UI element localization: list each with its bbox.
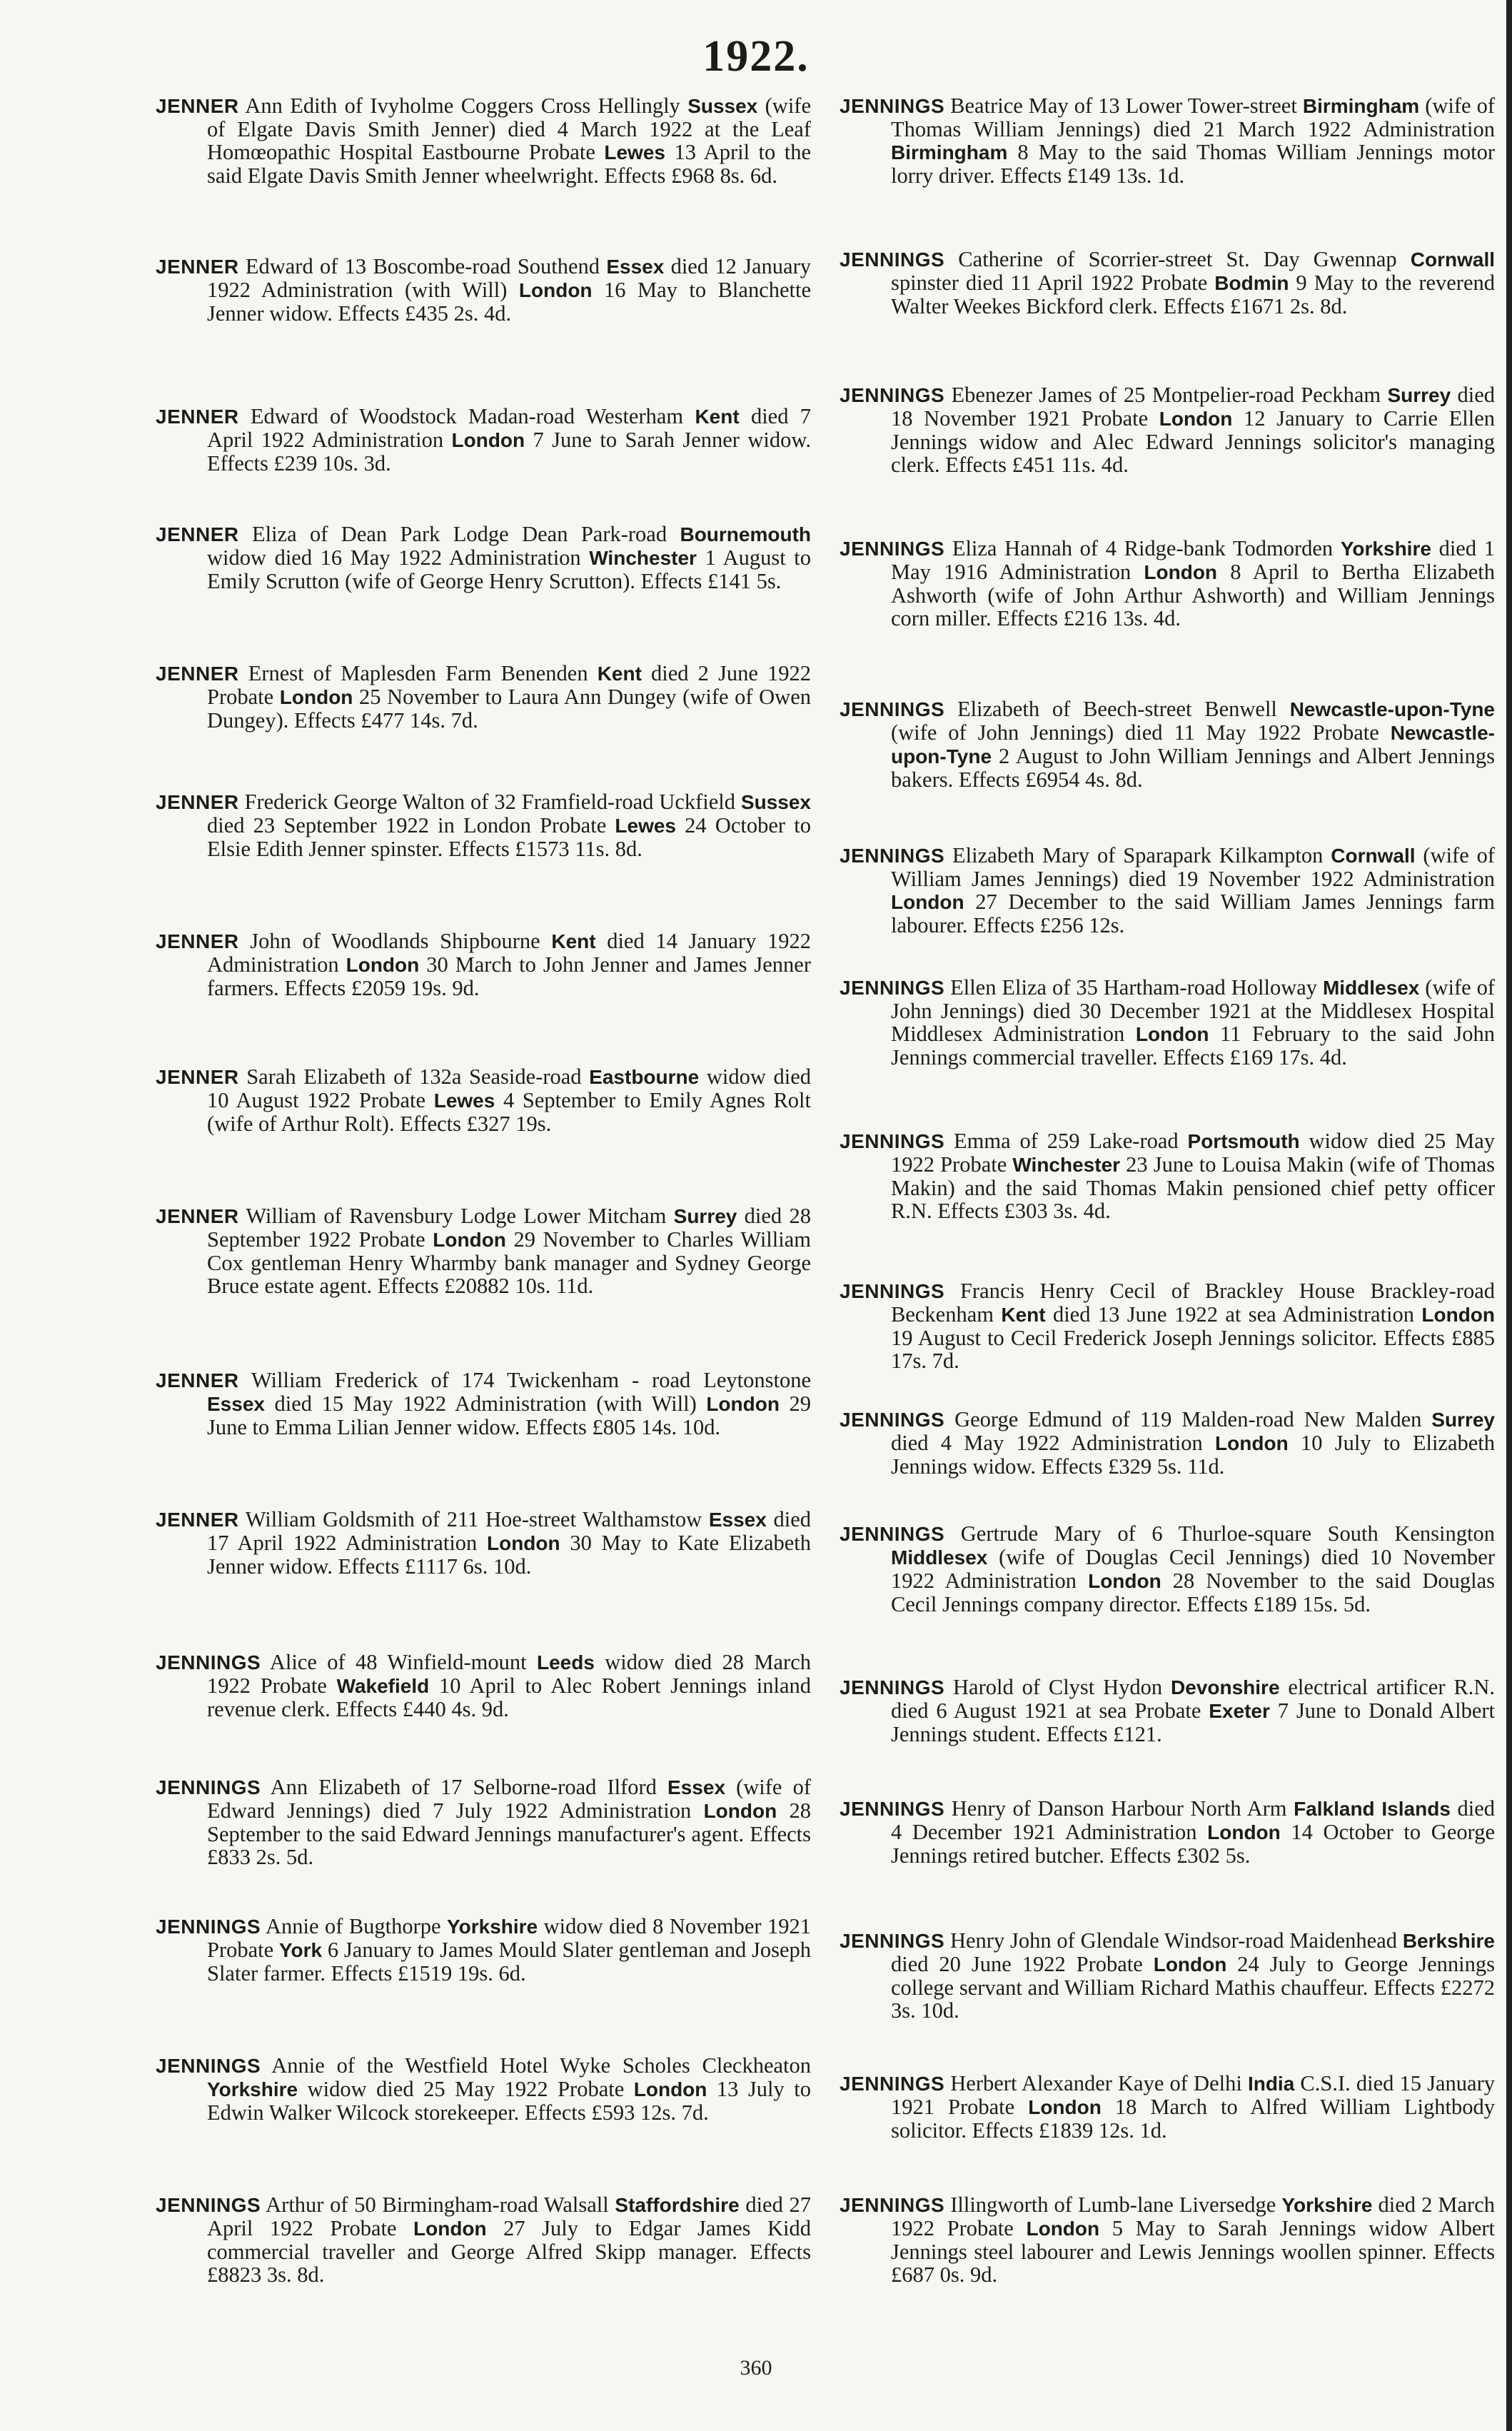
entry-text: William of Ravensbury Lodge Lower Mitcham bbox=[238, 1204, 674, 1228]
entry-place-bold: Devonshire bbox=[1171, 1676, 1280, 1698]
entry-place-bold: London bbox=[1088, 1570, 1161, 1592]
entry-text: died 4 May 1922 Administration bbox=[891, 1431, 1216, 1455]
entry-surname: JENNER bbox=[156, 523, 239, 545]
entry-text: Ernest of Maplesden Farm Benenden bbox=[238, 661, 598, 685]
entry-place-bold: Cornwall bbox=[1331, 845, 1416, 867]
probate-entry bbox=[156, 2054, 811, 2124]
entry-surname: JENNER bbox=[156, 663, 239, 685]
probate-entry bbox=[156, 405, 811, 475]
entry-place-bold: Newcastle-upon-Tyne bbox=[891, 722, 1495, 767]
entry-place-bold: Essex bbox=[606, 256, 665, 278]
entry-text: died 2 March 1922 Probate bbox=[891, 2193, 1495, 2240]
entry-text: 24 October to Elsie Edith Jenner spinster. Effects £1573 11s. 8d. bbox=[207, 813, 811, 861]
entry-text: died 1 May 1916 Administration bbox=[891, 536, 1495, 584]
entry-text: died 15 May 1922 Administration (with Will) bbox=[264, 1391, 707, 1416]
entry-text: died 4 December 1921 Administration bbox=[891, 1796, 1495, 1844]
entry-surname: JENNINGS bbox=[840, 1280, 945, 1302]
entry-text: 9 May to the reverend Walter Weekes Bickford clerk. Effects £1671 2s. 8d. bbox=[891, 271, 1495, 318]
probate-entry bbox=[156, 2193, 811, 2286]
entry-surname: JENNINGS bbox=[840, 1409, 945, 1431]
entry-text: died 12 January 1922 Administration (with Will) bbox=[207, 254, 811, 302]
entry-place-bold: London bbox=[1421, 1304, 1496, 1326]
entry-place-bold: London bbox=[1135, 1023, 1209, 1045]
entry-surname: JENNINGS bbox=[840, 977, 945, 999]
entry-text: Annie of Bugthorpe bbox=[261, 1914, 448, 1938]
page-year-heading: 1922. bbox=[702, 32, 810, 81]
entry-text: 27 July to Edgar James Kidd commercial traveller and George Alfred Skipp manager. Effects £8823 3s. 8d. bbox=[207, 2216, 811, 2287]
entry-place-bold: Lewes bbox=[615, 815, 677, 837]
probate-entry bbox=[840, 698, 1495, 791]
entry-place-bold: London bbox=[487, 1532, 560, 1554]
entry-text: died 28 September 1922 Probate bbox=[207, 1204, 811, 1252]
entry-place-bold: Kent bbox=[695, 406, 740, 428]
entry-text: widow died 16 May 1922 Administration bbox=[207, 545, 590, 570]
entry-text: died 27 April 1922 Probate bbox=[207, 2193, 812, 2240]
entry-text: (wife of William James Jennings) died 19 November 1922 Administration bbox=[891, 843, 1496, 891]
entry-text: 12 January to Carrie Ellen Jennings widow and Alec Edward Jennings solicitor's managing clerk. Effects £451 11s. 4d. bbox=[891, 406, 1495, 477]
entry-text: widow died 10 August 1922 Probate bbox=[207, 1064, 811, 1112]
entry-place-bold: London bbox=[1026, 2218, 1100, 2240]
probate-entry bbox=[840, 1522, 1495, 1616]
entry-text: 2 August to John William Jennings and Albert Jennings bakers. Effects £6954 4s. 8d. bbox=[891, 744, 1495, 792]
probate-entry bbox=[156, 1651, 811, 1721]
entry-text: (wife of Edward Jennings) died 7 July 1922 Administration bbox=[207, 1775, 811, 1823]
entry-place-bold: London bbox=[279, 686, 353, 708]
entry-text: William Frederick of 174 Twickenham - road Leytonstone bbox=[238, 1368, 811, 1392]
entry-surname: JENNINGS bbox=[840, 538, 945, 560]
entry-place-bold: London bbox=[451, 429, 525, 451]
probate-entry bbox=[156, 1776, 811, 1868]
probate-entry bbox=[840, 1129, 1495, 1222]
entry-surname: JENNER bbox=[156, 1509, 239, 1531]
entry-place-bold: London bbox=[518, 279, 593, 301]
entry-text: widow died 25 May 1922 Probate bbox=[298, 2077, 634, 2101]
entry-place-bold: London bbox=[346, 954, 420, 976]
entry-place-bold: Winchester bbox=[1012, 1154, 1121, 1176]
entry-text: died 14 January 1922 Administration bbox=[207, 929, 811, 977]
entry-surname: JENNINGS bbox=[840, 384, 945, 406]
entry-surname: JENNINGS bbox=[840, 2073, 945, 2095]
entry-place-bold: India bbox=[1247, 2073, 1295, 2095]
entry-text: 19 August to Cecil Frederick Joseph Jennings solicitor. Effects £885 17s. 7d. bbox=[891, 1326, 1495, 1373]
probate-entry bbox=[840, 248, 1495, 318]
entry-place-bold: London bbox=[1144, 561, 1218, 583]
entry-text: died 18 November 1921 Probate bbox=[891, 383, 1495, 431]
entry-text: 10 April to Alec Robert Jennings inland revenue clerk. Effects £440 4s. 9d. bbox=[207, 1673, 811, 1721]
entry-place-bold: Winchester bbox=[589, 547, 697, 569]
entry-text: Ann Edith of Ivyholme Coggers Cross Hellingly bbox=[238, 94, 688, 118]
probate-entry bbox=[840, 844, 1495, 937]
probate-entry bbox=[156, 1508, 811, 1578]
entry-place-bold: Lewes bbox=[433, 1089, 495, 1112]
entry-place-bold: Middlesex bbox=[1322, 977, 1420, 999]
entry-place-bold: Birmingham bbox=[1302, 95, 1420, 117]
entry-place-bold: Leeds bbox=[536, 1651, 595, 1673]
probate-entry bbox=[156, 1065, 811, 1135]
probate-entry bbox=[840, 1279, 1495, 1372]
probate-entry bbox=[156, 1369, 811, 1439]
entry-place-bold: London bbox=[1159, 408, 1233, 430]
page-edge-border bbox=[1506, 0, 1512, 2431]
entry-text: spinster died 11 April 1922 Probate bbox=[891, 271, 1215, 295]
entry-text: 27 December to the said William James Jennings farm labourer. Effects £256 12s. bbox=[891, 890, 1495, 937]
probate-entry bbox=[840, 383, 1495, 476]
entry-place-bold: Berkshire bbox=[1402, 1930, 1495, 1952]
entry-text: (wife of John Jennings) died 30 December 1921 at the Middlesex Hospital Middlesex Administration bbox=[891, 975, 1495, 1046]
entry-surname: JENNER bbox=[156, 406, 239, 428]
entry-text: 29 November to Charles William Cox gentleman Henry Wharmby bank manager and Sydney George Bruce estate agent. Effects £20882 10s. 11d. bbox=[207, 1227, 811, 1298]
entry-place-bold: Bodmin bbox=[1214, 272, 1289, 294]
page-number: 360 bbox=[740, 2356, 772, 2380]
entry-place-bold: Surrey bbox=[1431, 1409, 1495, 1431]
entry-place-bold: Cornwall bbox=[1410, 248, 1495, 271]
entry-surname: JENNER bbox=[156, 791, 239, 813]
entry-place-bold: Falkland Islands bbox=[1294, 1798, 1451, 1820]
entry-place-bold: Kent bbox=[597, 663, 642, 685]
entry-place-bold: Birmingham bbox=[891, 141, 1008, 163]
entry-text: Gertrude Mary of 6 Thurloe-square South Kensington bbox=[944, 1521, 1495, 1546]
probate-entry bbox=[840, 2193, 1495, 2286]
entry-surname: JENNINGS bbox=[840, 1523, 945, 1545]
entry-surname: JENNINGS bbox=[156, 1651, 261, 1673]
probate-entry bbox=[840, 976, 1495, 1069]
entry-place-bold: London bbox=[633, 2078, 707, 2100]
entry-place-bold: London bbox=[1153, 1953, 1227, 1975]
entry-text: Harold of Clyst Hydon bbox=[944, 1675, 1171, 1699]
entry-text: Catherine of Scorrier-street St. Day Gwennap bbox=[944, 247, 1411, 271]
entry-surname: JENNINGS bbox=[156, 2055, 261, 2077]
entry-text: died 7 April 1922 Administration bbox=[207, 404, 812, 452]
entry-place-bold: London bbox=[1207, 1821, 1281, 1843]
entry-text: widow died 8 November 1921 Probate bbox=[207, 1914, 811, 1962]
entry-text: 1 August to Emily Scrutton (wife of George Henry Scrutton). Effects £141 5s. bbox=[207, 545, 811, 593]
entry-text: 18 March to Alfred William Lightbody solicitor. Effects £1839 12s. 1d. bbox=[891, 2095, 1495, 2143]
entry-place-bold: Kent bbox=[551, 930, 596, 952]
probate-entry bbox=[840, 1797, 1495, 1867]
entry-surname: JENNINGS bbox=[156, 2194, 261, 2216]
entry-surname: JENNER bbox=[156, 1066, 239, 1088]
entry-text: Alice of 48 Winfield-mount bbox=[261, 1650, 537, 1674]
entry-text: Eliza of Dean Park Lodge Dean Park-road bbox=[238, 522, 680, 546]
entry-place-bold: Surrey bbox=[1387, 384, 1451, 406]
entry-text: died 20 June 1922 Probate bbox=[891, 1952, 1154, 1976]
entry-place-bold: Middlesex bbox=[891, 1546, 988, 1569]
entry-place-bold: Yorkshire bbox=[1340, 538, 1431, 560]
probate-entry bbox=[840, 1676, 1495, 1746]
probate-entry bbox=[840, 2072, 1495, 2142]
entry-text: widow died 28 March 1922 Probate bbox=[207, 1650, 812, 1698]
entry-place-bold: Bournemouth bbox=[680, 523, 811, 545]
entry-text: Ebenezer James of 25 Montpelier-road Peckham bbox=[944, 383, 1388, 407]
entry-text: 23 June to Louisa Makin (wife of Thomas Makin) and the said Thomas Makin pensioned chief petty officer R.N. Effects £303 3s. 4d. bbox=[891, 1152, 1495, 1223]
entry-place-bold: Essex bbox=[207, 1393, 265, 1415]
probate-entry bbox=[156, 1915, 811, 1985]
entry-text: 7 June to Donald Albert Jennings student. Effects £121. bbox=[891, 1698, 1496, 1746]
entry-text: 11 February to the said John Jennings commercial traveller. Effects £169 17s. 4d. bbox=[891, 1022, 1495, 1069]
entry-surname: JENNINGS bbox=[840, 1930, 945, 1952]
entry-text: 4 September to Emily Agnes Rolt (wife of Arthur Rolt). Effects £327 19s. bbox=[207, 1088, 811, 1136]
entry-place-bold: Exeter bbox=[1209, 1700, 1270, 1722]
entry-surname: JENNER bbox=[156, 95, 239, 117]
entry-surname: JENNINGS bbox=[840, 1130, 945, 1152]
entry-text: Ellen Eliza of 35 Hartham-road Holloway bbox=[944, 975, 1323, 1000]
probate-entry bbox=[840, 537, 1495, 630]
entry-text: 16 May to Blanchette Jenner widow. Effects £435 2s. 4d. bbox=[207, 278, 811, 326]
entry-text: 13 July to Edwin Walker Wilcock storekeeper. Effects £593 12s. 7d. bbox=[207, 2077, 811, 2125]
entry-place-bold: Essex bbox=[667, 1776, 726, 1798]
entry-place-bold: Newcastle-upon-Tyne bbox=[1289, 698, 1495, 720]
probate-entry bbox=[840, 1408, 1495, 1478]
entry-place-bold: London bbox=[706, 1393, 780, 1415]
entry-text: 14 October to George Jennings retired butcher. Effects £302 5s. bbox=[891, 1820, 1495, 1868]
entry-text: died 23 September 1922 in London Probate bbox=[207, 813, 615, 837]
entry-surname: JENNINGS bbox=[840, 1798, 945, 1820]
probate-entry bbox=[156, 790, 811, 860]
entry-place-bold: London bbox=[703, 1800, 777, 1822]
entry-text: (wife of Thomas William Jennings) died 21 March 1922 Administration bbox=[891, 94, 1496, 141]
probate-entry bbox=[840, 94, 1495, 187]
entry-text: (wife of Douglas Cecil Jennings) died 10 November 1922 Administration bbox=[891, 1545, 1495, 1593]
entry-text: Eliza Hannah of 4 Ridge-bank Todmorden bbox=[944, 536, 1341, 560]
entry-place-bold: Staffordshire bbox=[615, 2194, 740, 2216]
entry-text: died 2 June 1922 Probate bbox=[207, 661, 811, 709]
probate-entry bbox=[156, 930, 811, 1000]
entry-surname: JENNER bbox=[156, 1205, 239, 1227]
entry-place-bold: Essex bbox=[708, 1509, 767, 1531]
entry-place-bold: Wakefield bbox=[336, 1675, 430, 1697]
entry-place-bold: Portsmouth bbox=[1187, 1130, 1300, 1152]
entry-surname: JENNINGS bbox=[156, 1776, 261, 1798]
entry-text: 25 November to Laura Ann Dungey (wife of Owen Dungey). Effects £477 14s. 7d. bbox=[207, 685, 811, 733]
entry-place-bold: Yorkshire bbox=[1281, 2194, 1373, 2216]
probate-entry bbox=[156, 1204, 811, 1297]
entry-text: George Edmund of 119 Malden-road New Malden bbox=[944, 1407, 1432, 1431]
entry-text: (wife of John Jennings) died 11 May 1922 Probate bbox=[891, 720, 1391, 745]
entry-text: 28 September to the said Edward Jennings manufacturer's agent. Effects £833 2s. 5d. bbox=[207, 1798, 811, 1869]
entry-text: Frederick George Walton of 32 Framfield-road Uckfield bbox=[238, 790, 741, 814]
entry-text: 10 July to Elizabeth Jennings widow. Effects £329 5s. 11d. bbox=[891, 1431, 1496, 1479]
entry-text: John of Woodlands Shipbourne bbox=[238, 929, 552, 953]
entry-text: Edward of 13 Boscombe-road Southend bbox=[238, 254, 607, 278]
entry-text: 6 January to James Mould Slater gentleman and Joseph Slater farmer. Effects £1519 19s. 6d. bbox=[207, 1938, 812, 1985]
entry-text: 5 May to Sarah Jennings widow Albert Jennings steel labourer and Lewis Jennings woollen spinner. Effects £687 0s. 9d. bbox=[891, 2216, 1496, 2287]
entry-text: Henry John of Glendale Windsor-road Maidenhead bbox=[944, 1928, 1403, 1953]
entry-surname: JENNER bbox=[156, 256, 239, 278]
entry-place-bold: Sussex bbox=[740, 791, 811, 813]
entry-place-bold: London bbox=[413, 2218, 487, 2240]
entry-text: 30 March to John Jenner and James Jenner farmers. Effects £2059 19s. 9d. bbox=[207, 952, 811, 1000]
entry-place-bold: London bbox=[1215, 1432, 1289, 1454]
entry-text: 8 May to the said Thomas William Jennings motor lorry driver. Effects £149 13s. 1d. bbox=[891, 140, 1495, 188]
entry-text: Francis Henry Cecil of Brackley House Brackley-road Beckenham bbox=[891, 1279, 1495, 1327]
entry-place-bold: York bbox=[278, 1939, 323, 1961]
entry-text: Arthur of 50 Birmingham-road Walsall bbox=[261, 2193, 615, 2217]
entry-text: 30 May to Kate Elizabeth Jenner widow. Effects £1117 6s. 10d. bbox=[207, 1531, 811, 1579]
entry-text: 28 November to the said Douglas Cecil Jennings company director. Effects £189 15s. 5d. bbox=[891, 1569, 1495, 1616]
entry-text: Beatrice May of 13 Lower Tower-street bbox=[944, 94, 1303, 118]
entry-place-bold: Kent bbox=[1001, 1304, 1046, 1326]
probate-entry bbox=[156, 662, 811, 732]
entry-text: electrical artificer R.N. died 6 August 1921 at sea Probate bbox=[891, 1675, 1495, 1723]
entry-text: Herbert Alexander Kaye of Delhi bbox=[944, 2071, 1248, 2095]
entry-place-bold: Sussex bbox=[687, 95, 758, 117]
entry-place-bold: Yorkshire bbox=[447, 1916, 538, 1938]
entry-text: Elizabeth of Beech-street Benwell bbox=[944, 697, 1290, 721]
entry-text: Sarah Elizabeth of 132a Seaside-road bbox=[238, 1064, 590, 1089]
entry-text: Annie of the Westfield Hotel Wyke Scholes Cleckheaton bbox=[261, 2053, 811, 2078]
entry-surname: JENNINGS bbox=[840, 95, 945, 117]
probate-entry bbox=[156, 255, 811, 325]
entry-surname: JENNER bbox=[156, 930, 239, 952]
entry-surname: JENNINGS bbox=[156, 1916, 261, 1938]
entry-text: (wife of Elgate Davis Smith Jenner) died 4 March 1922 at the Leaf Homœopathic Hospital Eastbourne Probate bbox=[207, 94, 811, 164]
entry-surname: JENNINGS bbox=[840, 698, 945, 720]
probate-entry bbox=[156, 523, 811, 593]
entry-place-bold: London bbox=[433, 1229, 506, 1251]
entry-place-bold: Lewes bbox=[604, 141, 665, 163]
probate-entry bbox=[840, 1929, 1495, 2022]
entry-surname: JENNINGS bbox=[840, 1676, 945, 1698]
entry-text: widow died 25 May 1922 Probate bbox=[891, 1129, 1495, 1177]
entry-surname: JENNINGS bbox=[840, 2194, 945, 2216]
entry-place-bold: Eastbourne bbox=[589, 1066, 700, 1088]
entry-place-bold: Yorkshire bbox=[207, 2078, 298, 2100]
entry-text: 29 June to Emma Lilian Jenner widow. Effects £805 14s. 10d. bbox=[207, 1391, 811, 1439]
entry-text: 8 April to Bertha Elizabeth Ashworth (wife of John Arthur Ashworth) and William Jennings corn miller. Effects £216 13s. 4d. bbox=[891, 560, 1495, 630]
entry-text: C.S.I. died 15 January 1921 Probate bbox=[891, 2071, 1495, 2119]
entry-text: Elizabeth Mary of Sparapark Kilkampton bbox=[944, 843, 1331, 867]
entry-surname: JENNER bbox=[156, 1369, 239, 1391]
entry-text: Henry of Danson Harbour North Arm bbox=[944, 1796, 1294, 1821]
entry-text: died 13 June 1922 at sea Administration bbox=[1045, 1302, 1422, 1327]
entry-text: Ann Elizabeth of 17 Selborne-road Ilford bbox=[261, 1775, 668, 1799]
entry-text: Emma of 259 Lake-road bbox=[944, 1129, 1188, 1153]
entry-text: Illingworth of Lumb-lane Liversedge bbox=[944, 2193, 1282, 2217]
probate-entry bbox=[156, 94, 811, 187]
entry-text: William Goldsmith of 211 Hoe-street Walthamstow bbox=[238, 1507, 709, 1531]
entry-surname: JENNINGS bbox=[840, 845, 945, 867]
entry-place-bold: London bbox=[1028, 2096, 1102, 2118]
entry-text: Edward of Woodstock Madan-road Westerham bbox=[238, 404, 695, 428]
entry-text: died 17 April 1922 Administration bbox=[207, 1507, 811, 1555]
entry-surname: JENNINGS bbox=[840, 248, 945, 271]
entry-place-bold: Surrey bbox=[673, 1205, 737, 1227]
entry-text: 24 July to George Jennings college servant and William Richard Mathis chauffeur. Effects £2272 3s. 10d. bbox=[891, 1952, 1495, 2023]
entry-place-bold: London bbox=[891, 891, 964, 913]
entry-text: 13 April to the said Elgate Davis Smith Jenner wheelwright. Effects £968 8s. 6d. bbox=[207, 140, 812, 188]
entry-text: 7 June to Sarah Jenner widow. Effects £239 10s. 3d. bbox=[207, 428, 811, 475]
